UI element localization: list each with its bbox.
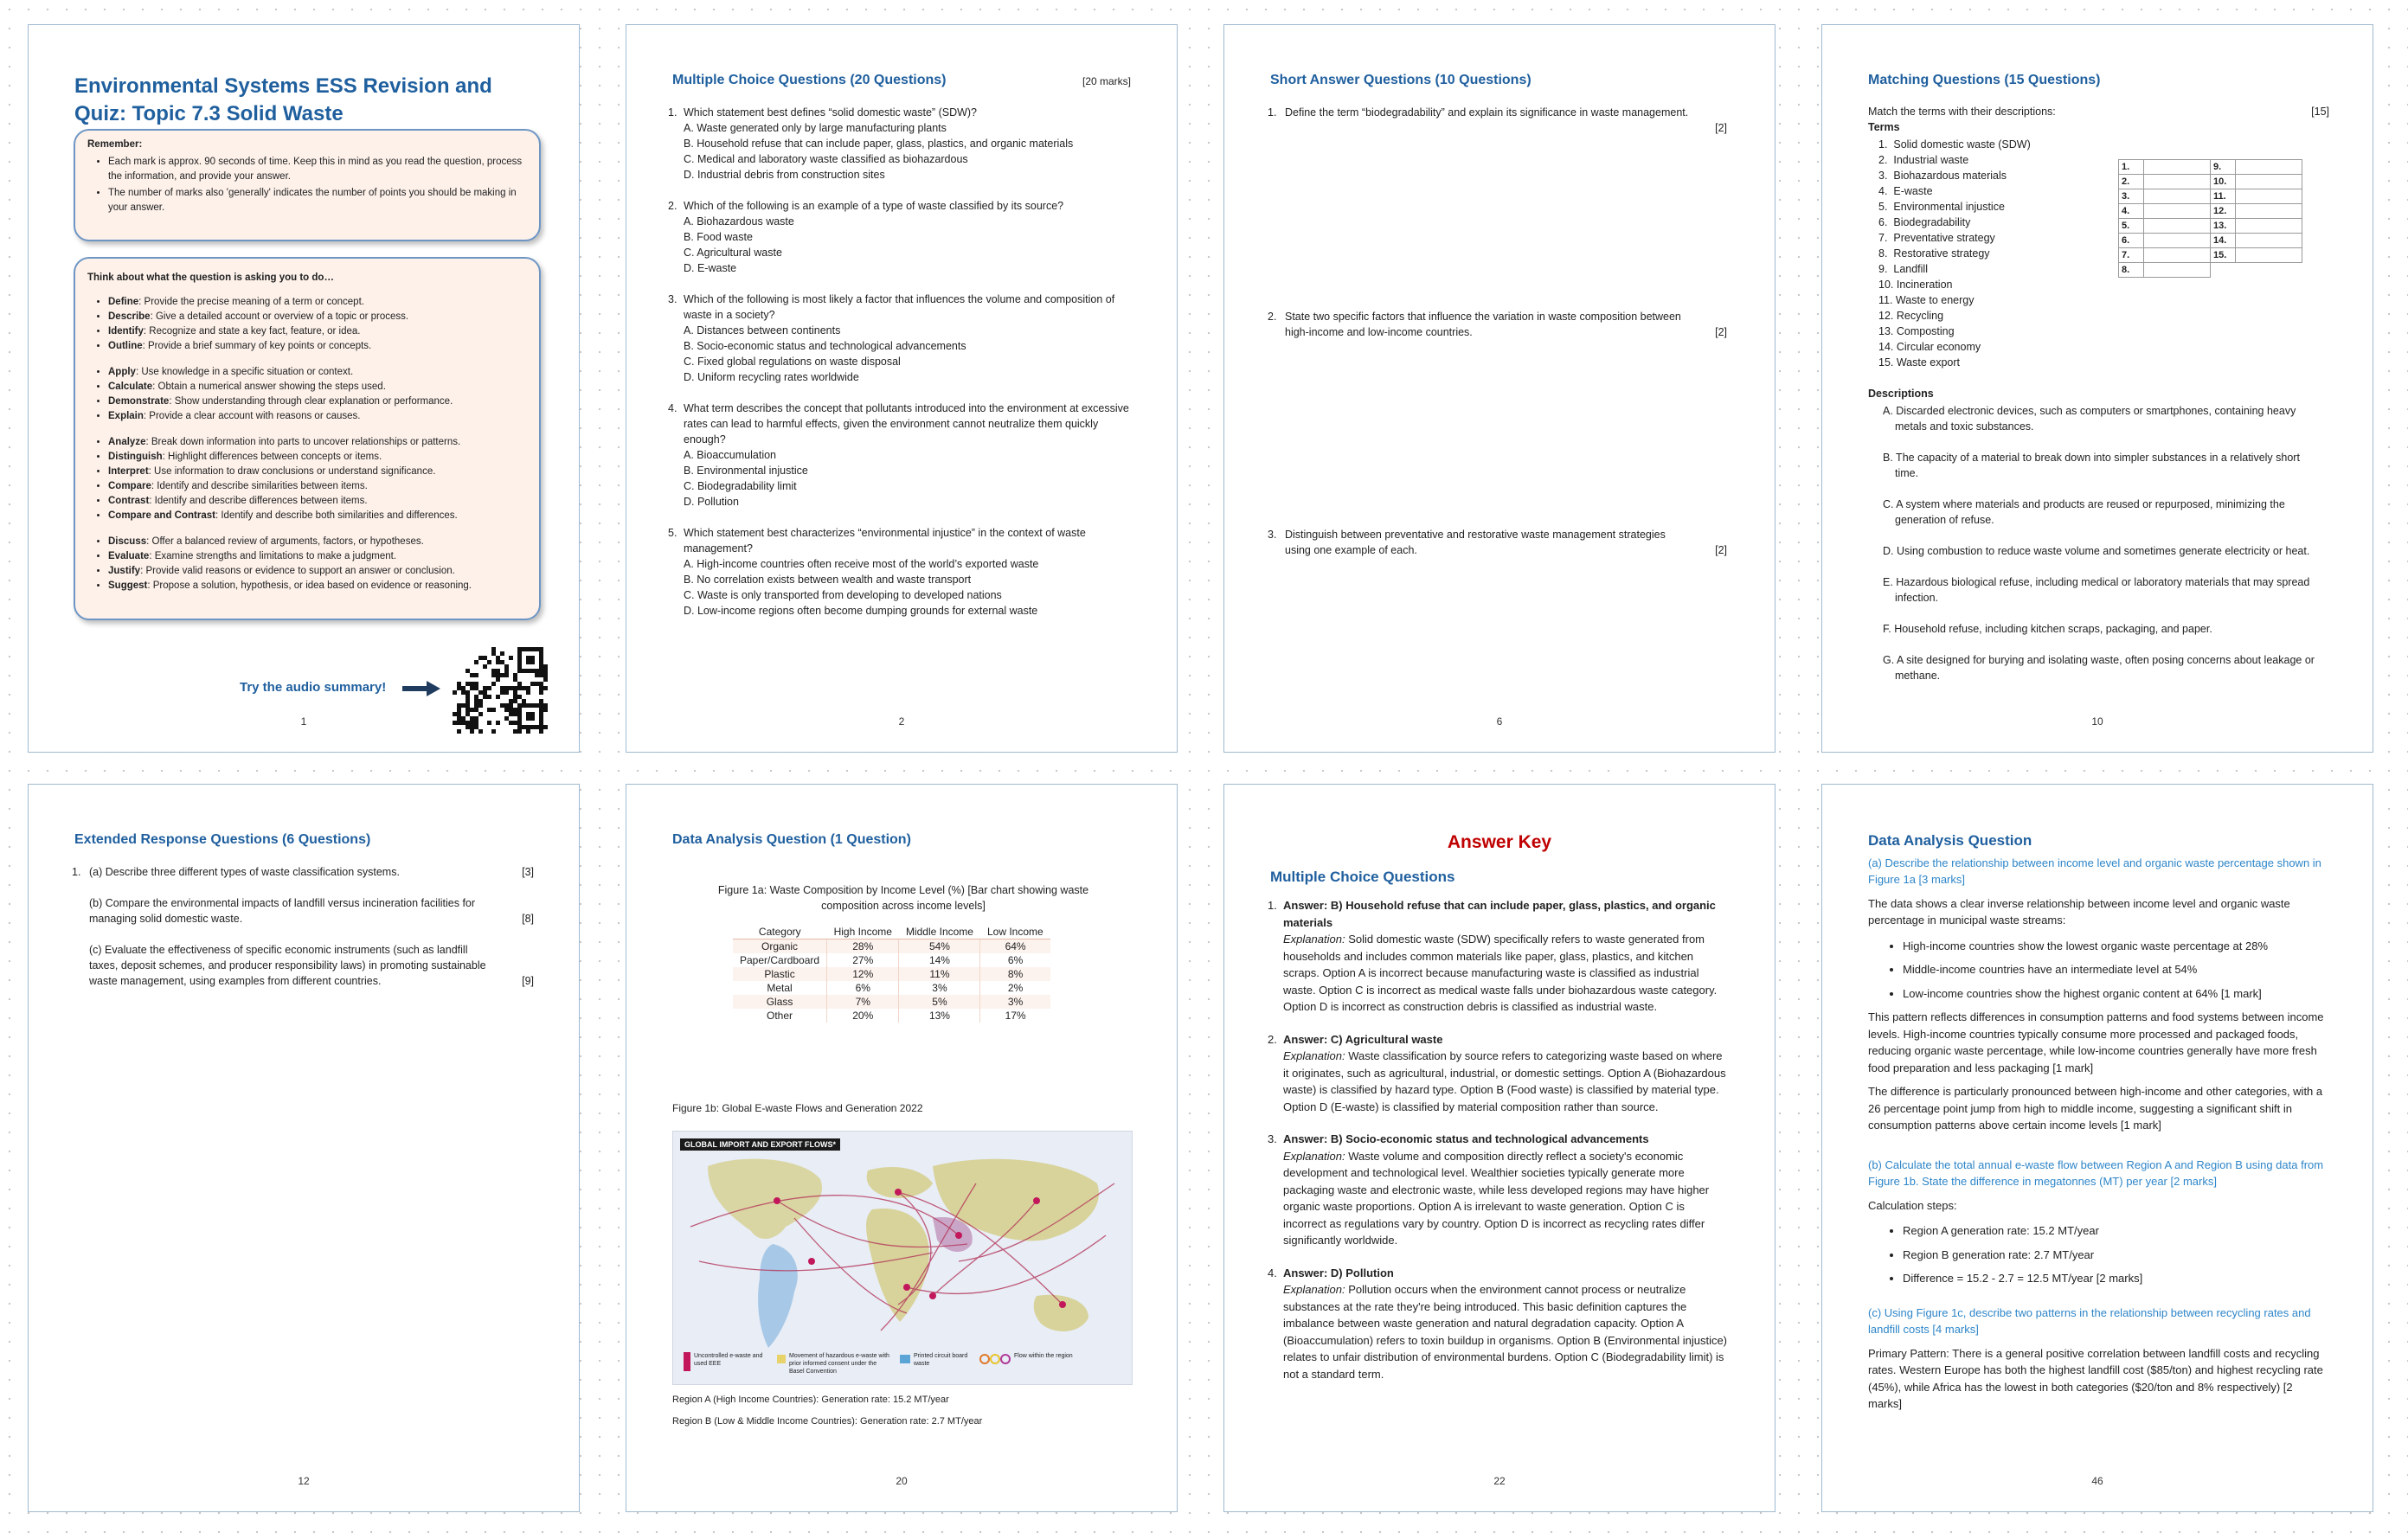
short-question — [1268, 309, 1727, 340]
command-term-description: : Show understanding through clear explanation or performance. — [169, 396, 453, 407]
grid-label: 2. — [2119, 175, 2144, 189]
short-question — [1268, 527, 1727, 558]
table-row — [733, 967, 1050, 981]
question-marks: [2] — [1715, 122, 1727, 134]
terms-list — [1878, 137, 2031, 370]
answer-a-paragraph: This pattern reflects differences in consumption patterns and food systems between income levels. High-income countries typically consume more processed and packaged foods, reducing organic waste percentage, while low-income countries generally have more fresh food preparation and less packaging [1 mark] — [1868, 1010, 2324, 1074]
term-item: 3. Biohazardous materials — [1878, 170, 2007, 182]
answer-option[interactable]: C. Biodegradability limit — [684, 480, 797, 492]
answer-explanation — [1283, 1048, 1730, 1115]
answer-option[interactable]: D. Pollution — [684, 496, 739, 508]
command-term: Demonstrate — [108, 396, 170, 407]
page-46 — [1821, 784, 2373, 1512]
part-text: (b) Compare the environmental impacts of landfill versus incineration facilities for managing solid domestic waste. — [89, 897, 476, 925]
command-term: Distinguish — [108, 452, 163, 462]
answer-item — [1268, 1131, 1730, 1249]
command-term-item — [108, 479, 527, 494]
command-term-item — [108, 394, 527, 409]
command-term-description: : Use knowledge in a specific situation or context. — [135, 367, 354, 377]
page-1 — [28, 24, 580, 753]
table-header: Middle Income — [899, 925, 980, 939]
mcq-question — [668, 525, 1142, 619]
part-text: (a) Describe three different types of waste classification systems. — [89, 866, 400, 878]
command-term-description: : Give a detailed account or overview of a topic or process. — [150, 311, 409, 322]
command-term: Interpret — [108, 466, 149, 477]
question-stem: Which statement best characterizes “environmental injustice” in the context of waste management? — [684, 527, 1086, 555]
term-item: 2. Industrial waste — [1878, 154, 1969, 166]
question-marks: [2] — [1715, 326, 1727, 338]
description-item: C. A system where materials and products are reused or repurposed, minimizing the generation of refuse. — [1883, 498, 2285, 526]
table-cell: 12% — [827, 967, 899, 981]
command-term-item — [108, 409, 527, 424]
question-number: 2. — [668, 200, 677, 212]
answer-a-intro: The data shows a clear inverse relationship between income level and organic waste percentage in municipal waste streams: — [1868, 896, 2290, 927]
part-text: (c) Evaluate the effectiveness of specific economic instruments (such as landfill taxes, deposit schemes, and producer responsibility laws) in promoting sustainable waste management, using examples from different countries. — [89, 944, 486, 987]
table-cell: 3% — [899, 981, 980, 995]
command-term-item — [108, 549, 527, 564]
answer-option[interactable]: C. Fixed global regulations on waste disposal — [684, 356, 901, 368]
grid-label: 1. — [2119, 160, 2144, 175]
command-term-item — [108, 564, 527, 579]
explanation-text: Solid domestic waste (SDW) specifically refers to waste generated from households and includes common materials like paper, glass, plastics, and kitchen scraps. Option A is incorrect because manufacturing waste is classified as industrial waste. Option C is incorrect as medical waste falls under biohazardous waste category. Option D is incorrect as construction debris is classified as industrial waste. — [1283, 933, 1718, 1013]
document-title: Environmental Systems ESS Revision and Quiz: Topic 7.3 Solid Waste — [74, 74, 492, 125]
answer-option[interactable]: B. Socio-economic status and technological advancements — [684, 340, 966, 352]
command-term-description: : Identify and describe similarities between items. — [151, 481, 368, 491]
command-term-groups — [87, 295, 527, 593]
extended-question — [72, 864, 534, 989]
grid-answer-cell[interactable] — [2236, 219, 2302, 234]
command-term-description: : Examine strengths and limitations to make a judgment. — [149, 551, 397, 561]
section-heading: Multiple Choice Questions (20 Questions) — [672, 73, 947, 87]
bullet-item: • Difference = 15.2 - 2.7 = 12.5 MT/year [2 marks] — [1903, 1270, 2327, 1287]
descriptions-list — [1883, 403, 2321, 699]
term-item: 14. Circular economy — [1878, 341, 1981, 353]
map-legend-item: Printed circuit board waste — [914, 1353, 968, 1367]
answer-option[interactable]: A. Distances between continents — [684, 324, 841, 337]
answer-option[interactable]: A. Biohazardous waste — [684, 215, 794, 228]
map-legend-item: Flow within the region — [1014, 1353, 1073, 1359]
map-legend-item: Movement of hazardous e-waste with prior informed consent under the Basel Convention — [789, 1353, 889, 1375]
grid-label: 3. — [2119, 189, 2144, 204]
question-stem: Which statement best defines “solid domestic waste” (SDW)? — [684, 106, 978, 119]
section-heading: Data Analysis Question — [1868, 832, 2032, 849]
mcq-list — [668, 105, 1142, 634]
page-number: 6 — [1496, 715, 1503, 728]
grid-answer-cell[interactable] — [2144, 263, 2211, 278]
grid-label: 10. — [2211, 175, 2236, 189]
grid-answer-cell[interactable] — [2144, 204, 2211, 219]
term-item: 6. Biodegradability — [1878, 216, 1971, 228]
command-term-item — [108, 324, 527, 339]
grid-label: 13. — [2211, 219, 2236, 234]
page-number: 20 — [896, 1475, 908, 1487]
arrow-right-icon — [402, 681, 440, 701]
page-number: 22 — [1493, 1475, 1506, 1487]
page-number: 46 — [2091, 1475, 2103, 1487]
remember-heading: Remember: — [87, 139, 143, 150]
explanation-label: Explanation: — [1283, 1283, 1345, 1296]
command-term-item — [108, 435, 527, 450]
mcq-question — [668, 292, 1142, 385]
answer-option[interactable]: B. Environmental injustice — [684, 465, 808, 477]
answer-c-paragraph: Primary Pattern: There is a general positive correlation between landfill costs and recycling rates. Western Europe has both the highest landfill cost ($85/ton) and highest recycling rate (45%), while Africa has the lowest in both categories ($20/ton and 8% respectively) [2 marks] — [1868, 1346, 2323, 1410]
answer-item — [1268, 1031, 1730, 1116]
question-number: 3. — [1268, 529, 1277, 541]
grid-label: 5. — [2119, 219, 2144, 234]
section-heading: Multiple Choice Questions — [1270, 869, 1455, 885]
map-legend-item: Uncontrolled e-waste and used EEE — [694, 1353, 763, 1367]
command-term: Discuss — [108, 536, 147, 547]
command-term-description: : Identify and describe both similarities and differences. — [215, 510, 458, 521]
terms-heading: Terms — [1868, 121, 1900, 133]
term-item: 7. Preventative strategy — [1878, 232, 1995, 244]
table-cell: 7% — [827, 995, 899, 1009]
table-cell: 64% — [980, 939, 1050, 954]
answer-key-title: Answer Key — [1447, 832, 1552, 852]
page-number: 1 — [300, 715, 307, 728]
question-number: 2. — [1268, 311, 1277, 323]
answer-option[interactable]: A. High-income countries often receive most of the world’s exported waste — [684, 558, 1039, 570]
grid-answer-cell[interactable] — [2236, 160, 2302, 175]
question-number: 5. — [668, 527, 677, 539]
question-marks: [2] — [1715, 544, 1727, 556]
mcq-question — [668, 198, 1142, 276]
table-cell: Organic — [733, 939, 827, 954]
grid-answer-cell[interactable] — [2236, 204, 2302, 219]
term-item: 12. Recycling — [1878, 310, 1944, 322]
table-cell: 17% — [980, 1009, 1050, 1023]
question-number: 1. — [72, 866, 81, 878]
page-number: 12 — [298, 1475, 310, 1487]
term-item: 4. E-waste — [1878, 185, 1933, 197]
question-text: Define the term “biodegradability” and explain its significance in waste management. — [1285, 106, 1689, 119]
question-number: 3. — [668, 293, 677, 305]
question-stem: Which of the following is most likely a factor that influences the volume and composition of waste in a society? — [684, 293, 1115, 321]
page-number: 2 — [898, 715, 905, 728]
term-item: 1. Solid domestic waste (SDW) — [1878, 138, 2031, 151]
command-term-item — [108, 494, 527, 509]
command-term-item — [108, 295, 527, 310]
question-stem: What term describes the concept that pollutants introduced into the environment at excessive rates can lead to harmful effects, given the environment cannot neutralize them quickly enough? — [684, 402, 1129, 446]
explanation-label: Explanation: — [1283, 1149, 1345, 1163]
page-number: 10 — [2091, 715, 2103, 728]
command-term-item — [108, 380, 527, 394]
answer-option[interactable]: A. Bioaccumulation — [684, 449, 777, 461]
command-term: Apply — [108, 367, 136, 377]
table-cell: Plastic — [733, 967, 827, 981]
command-term: Define — [108, 297, 139, 307]
question-text: State two specific factors that influence the variation in waste composition between high-income and low-income countries. — [1285, 311, 1681, 338]
grid-answer-cell[interactable] — [2144, 248, 2211, 263]
answer-a-bullets — [1868, 938, 2327, 1003]
description-item: A. Discarded electronic devices, such as computers or smartphones, containing heavy metals and toxic substances. — [1883, 405, 2296, 433]
table-cell: 5% — [899, 995, 980, 1009]
table-row — [733, 1009, 1050, 1023]
grid-answer-cell[interactable] — [2236, 189, 2302, 204]
section-heading: Extended Response Questions (6 Questions) — [74, 832, 371, 847]
answer-b-bullets — [1868, 1222, 2327, 1287]
command-term-group — [87, 535, 527, 593]
section-heading: Data Analysis Question (1 Question) — [672, 832, 911, 847]
question-number: 1. — [1268, 106, 1277, 119]
grid-label: 12. — [2211, 204, 2236, 219]
part-marks: [3] — [522, 866, 534, 878]
command-term-group — [87, 295, 527, 354]
answer-option[interactable]: D. E-waste — [684, 262, 737, 274]
answer-explanation — [1283, 1281, 1730, 1382]
description-item: F. Household refuse, including kitchen scraps, packaging, and paper. — [1883, 623, 2212, 635]
answer-option[interactable]: B. Household refuse that can include paper, glass, plastics, and organic materials — [684, 138, 1074, 150]
marks-label: [20 marks] — [1082, 75, 1131, 87]
grid-answer-cell[interactable] — [2236, 248, 2302, 263]
grid-answer-cell[interactable] — [2144, 234, 2211, 248]
answer-text: Answer: C) Agricultural waste — [1283, 1032, 1443, 1046]
explanation-label: Explanation: — [1283, 933, 1345, 946]
table-cell: 2% — [980, 981, 1050, 995]
answer-item — [1268, 1265, 1730, 1383]
marks-label: [15] — [2311, 106, 2329, 118]
bullet-item: • Middle-income countries have an intermediate level at 54% — [1903, 961, 2327, 978]
remember-item: • Each mark is approx. 90 seconds of time. Keep this in mind as you read the question, process the information, and provide your answer. — [108, 155, 527, 184]
answer-option[interactable]: C. Agricultural waste — [684, 247, 782, 259]
table-cell: 11% — [899, 967, 980, 981]
command-term: Identify — [108, 326, 144, 337]
command-term-description: : Provide a brief summary of key points or concepts. — [142, 341, 372, 351]
description-item: B. The capacity of a material to break down into simpler substances in a relatively short time. — [1883, 452, 2300, 479]
page-10 — [1821, 24, 2373, 753]
answer-option[interactable]: D. Industrial debris from construction sites — [684, 169, 885, 181]
answer-option[interactable]: B. Food waste — [684, 231, 753, 243]
table-cell: Metal — [767, 982, 793, 994]
answer-number: 3. — [1268, 1132, 1277, 1145]
answer-list — [1268, 897, 1730, 1398]
question-part — [89, 864, 534, 880]
command-term: Outline — [108, 341, 143, 351]
command-term-item — [108, 579, 527, 593]
command-term-item — [108, 365, 527, 380]
table-cell: 8% — [980, 967, 1050, 981]
grid-label: 15. — [2211, 248, 2236, 263]
grid-label: 11. — [2211, 189, 2236, 204]
grid-label: 6. — [2119, 234, 2144, 248]
bullet-item: • Region B generation rate: 2.7 MT/year — [1903, 1247, 2327, 1264]
term-item: 8. Restorative strategy — [1878, 247, 1990, 260]
page-2 — [626, 24, 1178, 753]
answer-explanation — [1283, 931, 1730, 1016]
grid-answer-cell[interactable] — [2236, 175, 2302, 189]
mcq-question — [668, 401, 1142, 510]
command-term-item — [108, 465, 527, 479]
table-cell: 14% — [899, 953, 980, 967]
command-terms-box — [74, 257, 541, 620]
answer-a-paragraph: The difference is particularly pronounced between high-income and other categories, with a 26 percentage point jump from high to middle income, suggesting a significant shift in consumption patterns above certain income levels [1 mark] — [1868, 1085, 2323, 1132]
command-term: Analyze — [108, 437, 146, 447]
command-term-item — [108, 535, 527, 549]
command-term: Explain — [108, 411, 144, 421]
figure-1a-caption: Figure 1a: Waste Composition by Income Level (%) [Bar chart showing waste composition across income levels] — [717, 884, 1089, 912]
section-heading: Short Answer Questions (10 Questions) — [1270, 73, 1531, 87]
bullet-item: • Low-income countries show the highest organic content at 64% [1 mark] — [1903, 985, 2327, 1003]
mcq-question — [668, 105, 1142, 183]
region-a-rate: Region A (High Income Countries): Generation rate: 15.2 MT/year — [672, 1395, 949, 1405]
command-term: Evaluate — [108, 551, 150, 561]
answer-text: Answer: B) Household refuse that can include paper, glass, plastics, and organic materials — [1283, 899, 1716, 929]
question-c: (c) Using Figure 1c, describe two patterns in the relationship between recycling rates and landfill costs [4 marks] — [1868, 1305, 2311, 1336]
answer-option[interactable]: D. Low-income regions often become dumping grounds for external waste — [684, 605, 1038, 617]
table-header: Low Income — [980, 925, 1050, 939]
map-title: GLOBAL IMPORT AND EXPORT FLOWS* — [680, 1138, 840, 1151]
answer-number: 4. — [1268, 1266, 1277, 1279]
command-term-item — [108, 450, 527, 465]
description-item: G. A site designed for burying and isolating waste, often posing concerns about leakage or methane. — [1883, 654, 2315, 682]
table-cell: 6% — [827, 981, 899, 995]
answer-option[interactable]: A. Waste generated only by large manufacturing plants — [684, 122, 947, 134]
answer-text: Answer: D) Pollution — [1283, 1266, 1394, 1279]
answer-text: Answer: B) Socio-economic status and technological advancements — [1283, 1132, 1649, 1145]
region-b-rate: Region B (Low & Middle Income Countries): Generation rate: 2.7 MT/year — [672, 1416, 983, 1427]
matching-instruction: Match the terms with their descriptions: — [1868, 106, 2056, 118]
answer-grid[interactable] — [2118, 159, 2302, 278]
table-cell: 3% — [980, 995, 1050, 1009]
answer-number: 1. — [1268, 899, 1277, 912]
command-term-group — [87, 365, 527, 424]
command-term-item — [108, 339, 527, 354]
command-term-description: : Offer a balanced review of arguments, factors, or hypotheses. — [146, 536, 424, 547]
description-item: E. Hazardous biological refuse, including medical or laboratory materials that may spread infection. — [1883, 576, 2310, 604]
table-cell: 20% — [827, 1009, 899, 1023]
command-term: Compare and Contrast — [108, 510, 215, 521]
grid-answer-cell[interactable] — [2144, 189, 2211, 204]
remember-box — [74, 129, 541, 241]
answer-option[interactable]: C. Medical and laboratory waste classified as biohazardous — [684, 153, 968, 165]
table-cell: 27% — [827, 953, 899, 967]
grid-answer-cell[interactable] — [2144, 219, 2211, 234]
part-marks: [8] — [522, 913, 534, 925]
term-item: 11. Waste to energy — [1878, 294, 1975, 306]
table-cell: 28% — [827, 939, 899, 954]
descriptions-heading: Descriptions — [1868, 388, 1934, 400]
think-heading: Think about what the question is asking you to do… — [87, 273, 334, 283]
answer-option[interactable]: C. Waste is only transported from developing to developed nations — [684, 589, 1002, 601]
command-term-description: : Propose a solution, hypothesis, or idea based on evidence or reasoning. — [147, 580, 472, 591]
explanation-text: Pollution occurs when the environment cannot process or neutralize substances at the rate they're being introduced. This basic definition captures the imbalance between waste generation and natural degradation capacity. Option A (Bioaccumulation) refers to toxin buildup in organisms. Option B (Environmental injustice) relates to unfair distribution of environmental burdens. Option C (Biodegradability limit) is not a standard term. — [1283, 1283, 1728, 1381]
command-term-description: : Obtain a numerical answer showing the steps used. — [152, 382, 386, 392]
bullet-item: • Region A generation rate: 15.2 MT/year — [1903, 1222, 2327, 1240]
term-item: 10. Incineration — [1878, 279, 1953, 291]
table-cell: Other — [767, 1010, 793, 1022]
waste-composition-table — [733, 925, 1050, 1023]
table-row — [733, 939, 1050, 954]
table-header: Category — [733, 925, 827, 939]
command-term-description: : Provide valid reasons or evidence to support an answer or conclusion. — [140, 566, 455, 576]
term-item: 9. Landfill — [1878, 263, 1928, 275]
command-term-item — [108, 509, 527, 523]
grid-answer-cell[interactable] — [2144, 175, 2211, 189]
table-header: High Income — [827, 925, 899, 939]
e-waste-flow-map — [672, 1131, 1133, 1385]
short-question — [1268, 105, 1727, 136]
command-term: Justify — [108, 566, 141, 576]
table-row — [733, 995, 1050, 1009]
question-text: Distinguish between preventative and restorative waste management strategies using one example of each. — [1285, 529, 1666, 556]
table-cell: 6% — [980, 953, 1050, 967]
table-row — [733, 953, 1050, 967]
command-term: Calculate — [108, 382, 153, 392]
remember-item: • The number of marks also 'generally' indicates the number of points you should be making in your answer. — [108, 186, 527, 215]
grid-label: 4. — [2119, 204, 2144, 219]
explanation-text: Waste classification by source refers to categorizing waste based on where it originates, such as agricultural, industrial, or domestic settings. Option A (Biohazardous waste) is classified by hazard type. Option B (Food waste) is classified by material type. Option D (E-waste) is classified by material composition rather than source. — [1283, 1049, 1726, 1113]
figure-1b-caption: Figure 1b: Global E-waste Flows and Generation 2022 — [672, 1102, 923, 1114]
bullet-item: • High-income countries show the lowest organic waste percentage at 28% — [1903, 938, 2327, 955]
remember-list — [87, 155, 527, 215]
answer-item — [1268, 897, 1730, 1016]
explanation-label: Explanation: — [1283, 1049, 1345, 1062]
grid-answer-cell[interactable] — [2144, 160, 2211, 175]
table-cell: 13% — [899, 1009, 980, 1023]
answer-option[interactable]: B. No correlation exists between wealth and waste transport — [684, 574, 972, 586]
answer-number: 2. — [1268, 1032, 1277, 1046]
command-term-description: : Provide a clear account with reasons or causes. — [143, 411, 361, 421]
command-term-description: : Recognize and state a key fact, feature, or idea. — [143, 326, 361, 337]
answer-explanation — [1283, 1148, 1730, 1249]
term-item: 15. Waste export — [1878, 356, 1961, 369]
command-term-description: : Break down information into parts to uncover relationships or patterns. — [145, 437, 461, 447]
command-term: Describe — [108, 311, 151, 322]
question-number: 4. — [668, 402, 677, 414]
question-b: (b) Calculate the total annual e-waste flow between Region A and Region B using data from Figure 1b. State the difference in megatonnes (MT) per year [2 marks] — [1868, 1157, 2324, 1188]
section-heading: Matching Questions (15 Questions) — [1868, 73, 2101, 87]
command-term-group — [87, 435, 527, 523]
table-cell: Glass — [733, 995, 827, 1009]
grid-label: 7. — [2119, 248, 2144, 263]
command-term-description: : Use information to draw conclusions or understand significance. — [148, 466, 436, 477]
command-term: Contrast — [108, 496, 150, 506]
question-part — [89, 942, 534, 989]
page-20 — [626, 784, 1178, 1512]
command-term-description: : Provide the precise meaning of a term or concept. — [138, 297, 364, 307]
table-cell: Paper/Cardboard — [740, 954, 820, 966]
page-22 — [1223, 784, 1775, 1512]
answer-option[interactable]: D. Uniform recycling rates worldwide — [684, 371, 859, 383]
explanation-text: Waste volume and composition directly reflect a society's economic development and technological level. Wealthier societies typically generate more packaging waste and electronic waste, while less developed regions may have higher organic waste proportions. Option A is irrelevant to waste generation. Option C is incorrect as regulations vary by country. Option D is incorrect as recycling rates differ significantly worldwide. — [1283, 1149, 1710, 1247]
command-term-description: : Highlight differences between concepts or items. — [162, 452, 382, 462]
page-12 — [28, 784, 580, 1512]
table-row — [733, 981, 1050, 995]
question-part — [89, 895, 534, 927]
term-item: 13. Composting — [1878, 325, 1955, 337]
audio-summary-label[interactable]: Try the audio summary! — [240, 680, 387, 695]
command-term: Compare — [108, 481, 151, 491]
command-term-description: : Identify and describe differences between items. — [149, 496, 368, 506]
question-number: 1. — [668, 106, 677, 119]
grid-label: 14. — [2211, 234, 2236, 248]
question-stem: Which of the following is an example of a type of waste classified by its source? — [684, 200, 1064, 212]
table-cell: 54% — [899, 939, 980, 954]
part-marks: [9] — [522, 975, 534, 987]
grid-label: 9. — [2211, 160, 2236, 175]
command-term-item — [108, 310, 527, 324]
grid-label: 8. — [2119, 263, 2144, 278]
term-item: 5. Environmental injustice — [1878, 201, 2005, 213]
command-term: Suggest — [108, 580, 148, 591]
answer-b-intro: Calculation steps: — [1868, 1198, 1957, 1212]
page-6 — [1223, 24, 1775, 753]
description-item: D. Using combustion to reduce waste volume and sometimes generate electricity or heat. — [1883, 545, 2310, 557]
question-a: (a) Describe the relationship between income level and organic waste percentage shown in Figure 1a [3 marks] — [1868, 856, 2321, 886]
grid-answer-cell[interactable] — [2236, 234, 2302, 248]
